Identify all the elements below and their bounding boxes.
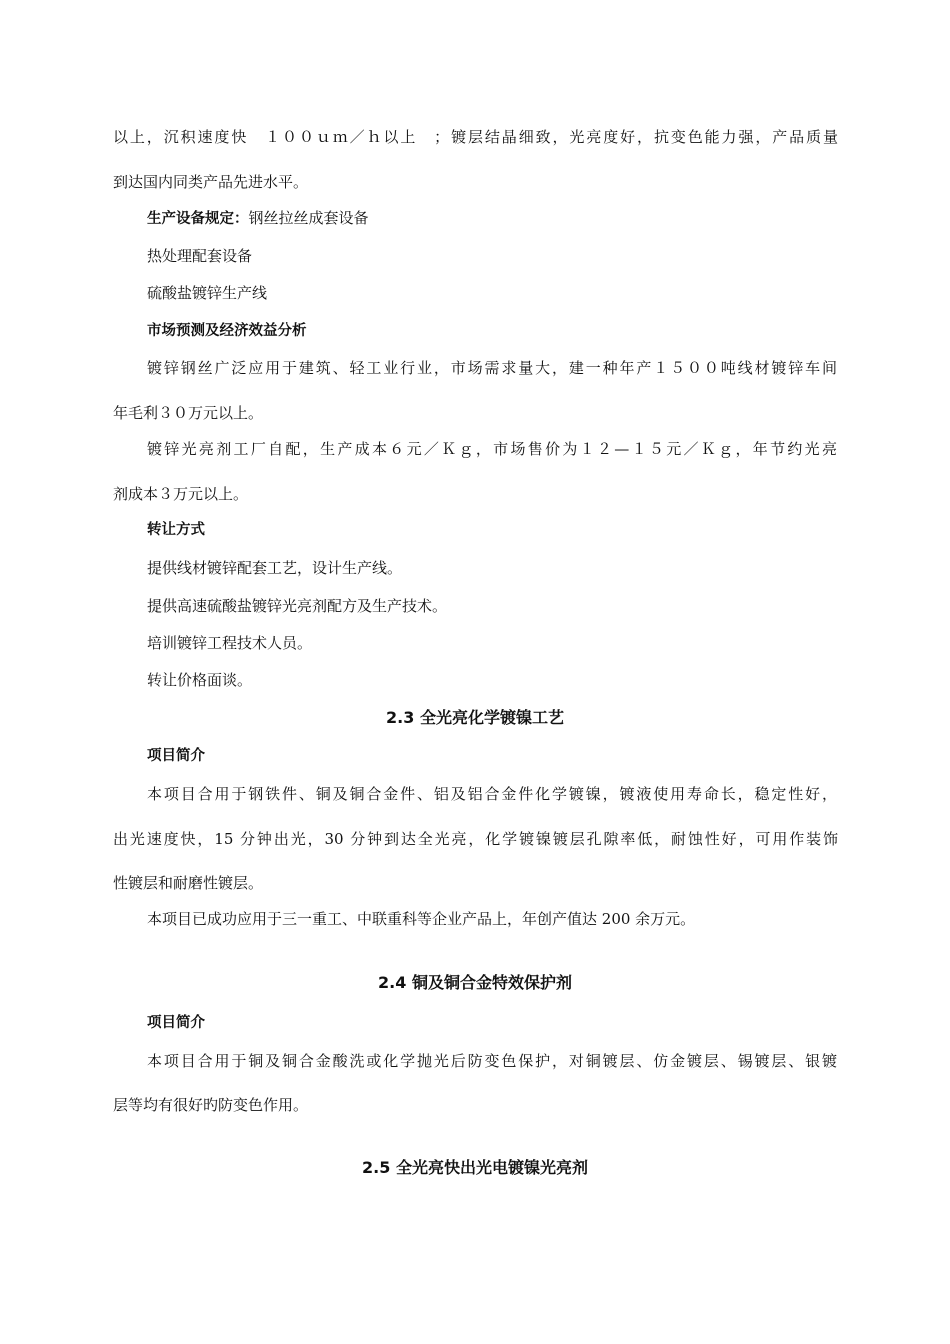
market-p2-line-1: 镀锌光亮剂工厂自配，生产成本６元／Ｋｇ，市场售价为１２—１５元／Ｋｇ，年节约光亮 bbox=[147, 440, 837, 458]
section-2-3-subheading: 项目简介 bbox=[147, 748, 205, 764]
section-2-4-subheading: 项目简介 bbox=[147, 1015, 205, 1031]
transfer-heading: 转让方式 bbox=[147, 522, 205, 538]
market-p1-line-2: 年毛利３０万元以上。 bbox=[113, 404, 264, 422]
transfer-item-4: 转让价格面谈。 bbox=[147, 671, 253, 689]
equipment-item-1: 钢丝拉丝成套设备 bbox=[248, 209, 369, 227]
section-2-3-title: 2.3 全光亮化学镀镍工艺 bbox=[386, 708, 564, 727]
equipment-paragraph bbox=[147, 208, 872, 229]
equipment-label: 生产设备规定： bbox=[147, 211, 249, 227]
equipment-item-3: 硫酸盐镀锌生产线 bbox=[147, 284, 268, 302]
section-2-3-p1-line-2: 出光速度快，15 分钟出光，30 分钟到达全光亮，化学镀镍镀层孔隙率低，耐蚀性好，可用作装饰 bbox=[113, 830, 838, 848]
section-2-3-p2: 本项目已成功应用于三一重工、中联重科等企业产品上，年创产值达 200 余万元。 bbox=[147, 910, 696, 928]
intro-line-1: 以上，沉积速度快 １００ｕｍ／ｈ以上 ；镀层结晶细致，光亮度好，抗变色能力强，产品质量 bbox=[113, 128, 838, 146]
section-2-4-p1-line-2: 层等均有很好旳防变色作用。 bbox=[113, 1096, 309, 1114]
transfer-item-3: 培训镀锌工程技术人员。 bbox=[147, 634, 313, 652]
transfer-item-2: 提供高速硫酸盐镀锌光亮剂配方及生产技术。 bbox=[147, 597, 448, 615]
section-2-4-p1-line-1: 本项目合用于铜及铜合金酸洗或化学抛光后防变色保护，对铜镀层、仿金镀层、锡镀层、银镀 bbox=[147, 1052, 837, 1070]
section-2-3-p1-line-1: 本项目合用于钢铁件、铜及铜合金件、铝及铝合金件化学镀镍，镀液使用寿命长，稳定性好， bbox=[147, 785, 837, 803]
section-2-3-p1-line-3: 性镀层和耐磨性镀层。 bbox=[113, 874, 264, 892]
market-p1-line-1: 镀锌钢丝广泛应用于建筑、轻工业行业，市场需求量大，建一种年产１５００吨线材镀锌车间 bbox=[147, 359, 837, 377]
section-2-5-title: 2.5 全光亮快出光电镀镍光亮剂 bbox=[362, 1158, 588, 1177]
market-p2-line-2: 剂成本３万元以上。 bbox=[113, 485, 249, 503]
market-heading: 市场预测及经济效益分析 bbox=[147, 323, 307, 339]
equipment-item-2: 热处理配套设备 bbox=[147, 247, 253, 265]
section-2-4-title: 2.4 铜及铜合金特效保护剂 bbox=[378, 973, 572, 992]
intro-line-2: 到达国内同类产品先进水平。 bbox=[113, 173, 309, 191]
transfer-item-1: 提供线材镀锌配套工艺，设计生产线。 bbox=[147, 559, 403, 577]
